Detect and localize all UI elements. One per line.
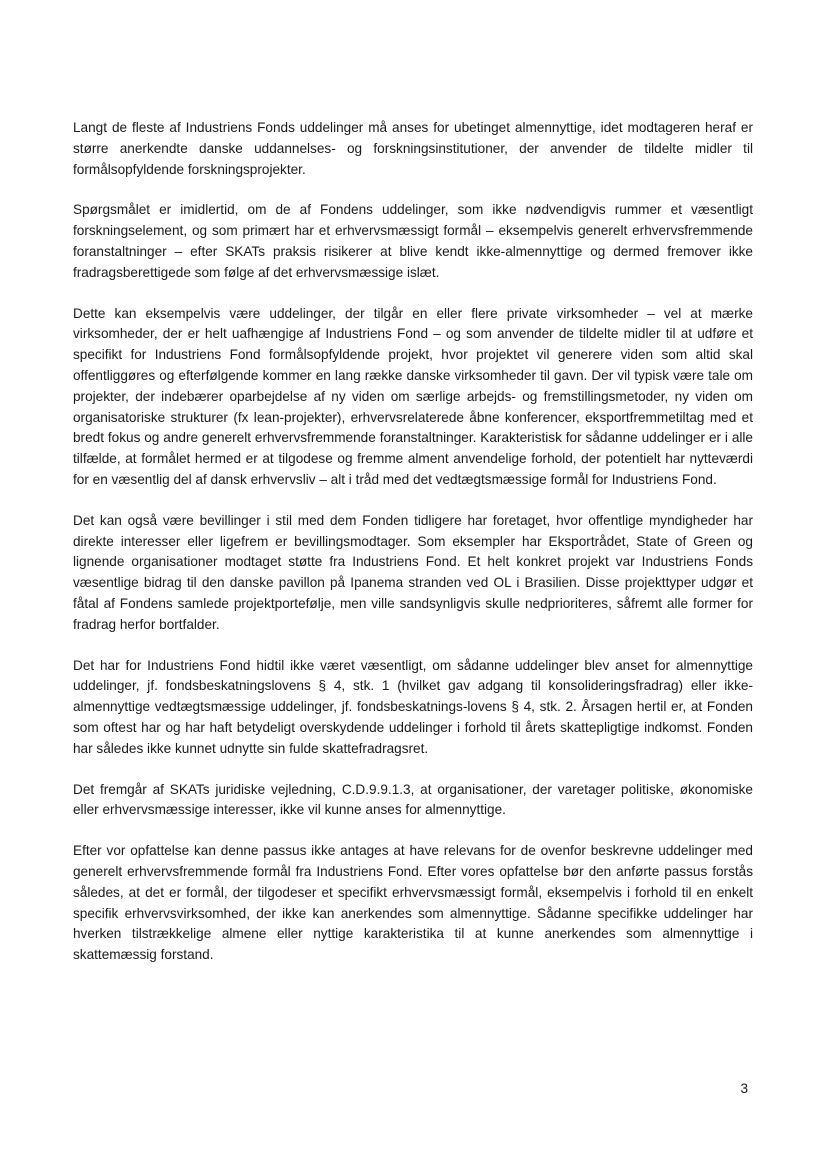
page-number: 3 [740,1081,748,1096]
paragraph: Langt de fleste af Industriens Fonds uddelinger må anses for ubetinget almennyttige, idet modtageren heraf er større anerkendte danske uddannelses- og forskningsinstitutioner, der anvender de tildelte midler til formålsopfyldende forskningsprojekter. [73,120,753,177]
paragraph: Spørgsmålet er imidlertid, om de af Fondens uddelinger, som ikke nødvendigvis rummer et væsentligt forskningselement, og som primært har et erhvervsmæssigt formål – eksempelvis generelt erhvervsfremmende foranstaltninger – efter SKATs praksis risikerer at blive kendt ikke-almennyttige og dermed fremover ikke fradragsberettigede som følge af det erhvervsmæssige islæt. [73,202,753,280]
paragraph: Det kan også være bevillinger i stil med dem Fonden tidligere har foretaget, hvor offentlige myndigheder har direkte interesser eller ligefrem er bevillingsmodtager. Som eksempler har Eksportrådet, State of Green og lignende organisationer modtaget støtte fra Industriens Fond. Et helt konkret projekt var Industriens Fonds væsentlige bidrag til den danske pavillon på Ipanema stranden ved OL i Brasilien. Disse projekttyper udgør et fåtal af Fondens samlede projektportefølje, men ville sandsynligvis skulle nedprioriteres, såfremt alle former for fradrag herfor bortfalder. [73,512,753,632]
document-body [73,118,753,966]
paragraph: Dette kan eksempelvis være uddelinger, der tilgår en eller flere private virksomheder – vel at mærke virksomheder, der er helt uafhængige af Industriens Fond – og som anvender de tildelte midler til at udføre et specifikt for Industriens Fond formålsopfyldende projekt, hvor projektet vil generere viden som altid skal offentliggøres og efterfølgende kommer en lang række danske virksomheder til gavn. Der vil typisk være tale om projekter, der indebærer oparbejdelse af ny viden om særlige arbejds- og fremstillingsmetoder, ny viden om organisatoriske strukturer (fx lean-projekter), erhvervsrelaterede åbne konferencer, eksportfremmetiltag med et bredt fokus og andre generelt erhvervsfremmende foranstaltninger. Karakteristisk for sådanne uddelinger er i alle tilfælde, at formålet hermed er at tilgodese og fremme alment anvendelige forhold, der potentielt har nytteværdi for en væsentlig del af dansk erhvervsliv – alt i tråd med det vedtægtsmæssige formål for Industriens Fond. [73,305,753,487]
paragraph: Efter vor opfattelse kan denne passus ikke antages at have relevans for de ovenfor beskrevne uddelinger med generelt erhvervsfremmende formål fra Industriens Fond. Efter vores opfattelse bør den anførte passus forstås således, at det er formål, der tilgodeser et specifikt erhvervsmæssigt formål, eksempelvis i forhold til en enkelt specifik erhvervsvirksomhed, der ikke kan anerkendes som almennyttige. Sådanne specifikke uddelinger har hverken tilstrækkelige almene eller nyttige karakteristika til at kunne anerkendes som almennyttige i skattemæssig forstand. [73,843,753,963]
paragraph: Det har for Industriens Fond hidtil ikke været væsentligt, om sådanne uddelinger blev anset for almennyttige uddelinger, jf. fondsbeskatningslovens § 4, stk. 1 (hvilket gav adgang til konsolideringsfradrag) eller ikke-almennyttige vedtægtsmæssige uddelinger, jf. fondsbeskatnings-lovens § 4, stk. 2. Årsagen hertil er, at Fonden som oftest har og har haft betydeligt overskydende uddelinger i forhold til årets skattepligtige indkomst. Fonden har således ikke kunnet udnytte sin fulde skattefradragsret. [73,657,753,756]
paragraph: Det fremgår af SKATs juridiske vejledning, C.D.9.9.1.3, at organisationer, der varetager politiske, økonomiske eller erhvervsmæssige interesser, ikke vil kunne anses for almennyttige. [73,781,753,818]
